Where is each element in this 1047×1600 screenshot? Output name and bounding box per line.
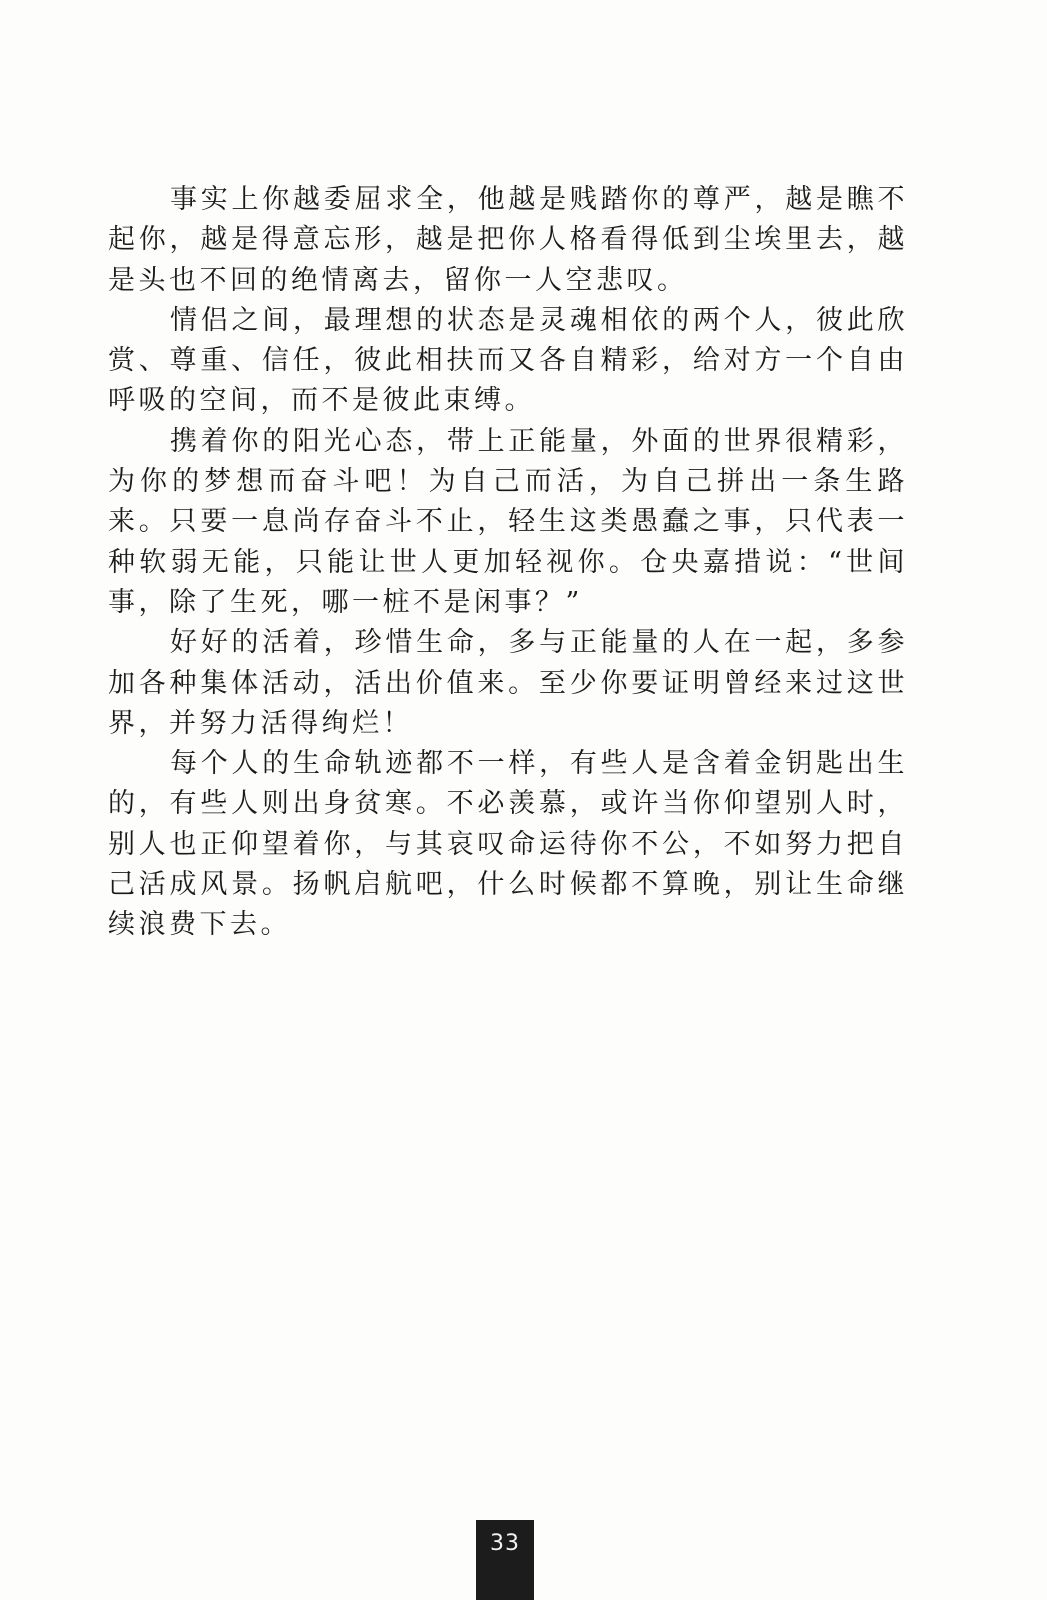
paragraph-5: 每个人的生命轨迹都不一样，有些人是含着金钥匙出生的，有些人则出身贫寒。不必羡慕，或许当你仰望别人时，别人也正仰望着你，与其哀叹命运待你不公，不如努力把自己活成风景。扬帆启航吧，什么时候都不算晚，别让生命继续浪费下去。 (108, 748, 908, 941)
body-text (108, 180, 908, 946)
paragraph-3: 携着你的阳光心态，带上正能量，外面的世界很精彩，为你的梦想而奋斗吧！为自己而活，为自己拼出一条生路来。只要一息尚存奋斗不止，轻生这类愚蠢之事，只代表一种软弱无能，只能让世人更加轻视你。仓央嘉措说：“世间事，除了生死，哪一桩不是闲事？” (108, 425, 908, 618)
paragraph-1: 事实上你越委屈求全，他越是贱踏你的尊严，越是瞧不起你，越是得意忘形，越是把你人格看得低到尘埃里去，越是头也不回的绝情离去，留你一人空悲叹。 (108, 184, 908, 296)
page-number-tab (476, 1520, 534, 1600)
page-number: 33 (490, 1531, 520, 1556)
paragraph-4: 好好的活着，珍惜生命，多与正能量的人在一起，多参加各种集体活动，活出价值来。至少你要证明曾经来过这世界，并努力活得绚烂！ (108, 627, 908, 739)
paragraph-2: 情侣之间，最理想的状态是灵魂相依的两个人，彼此欣赏、尊重、信任，彼此相扶而又各自精彩，给对方一个自由呼吸的空间，而不是彼此束缚。 (108, 304, 908, 417)
